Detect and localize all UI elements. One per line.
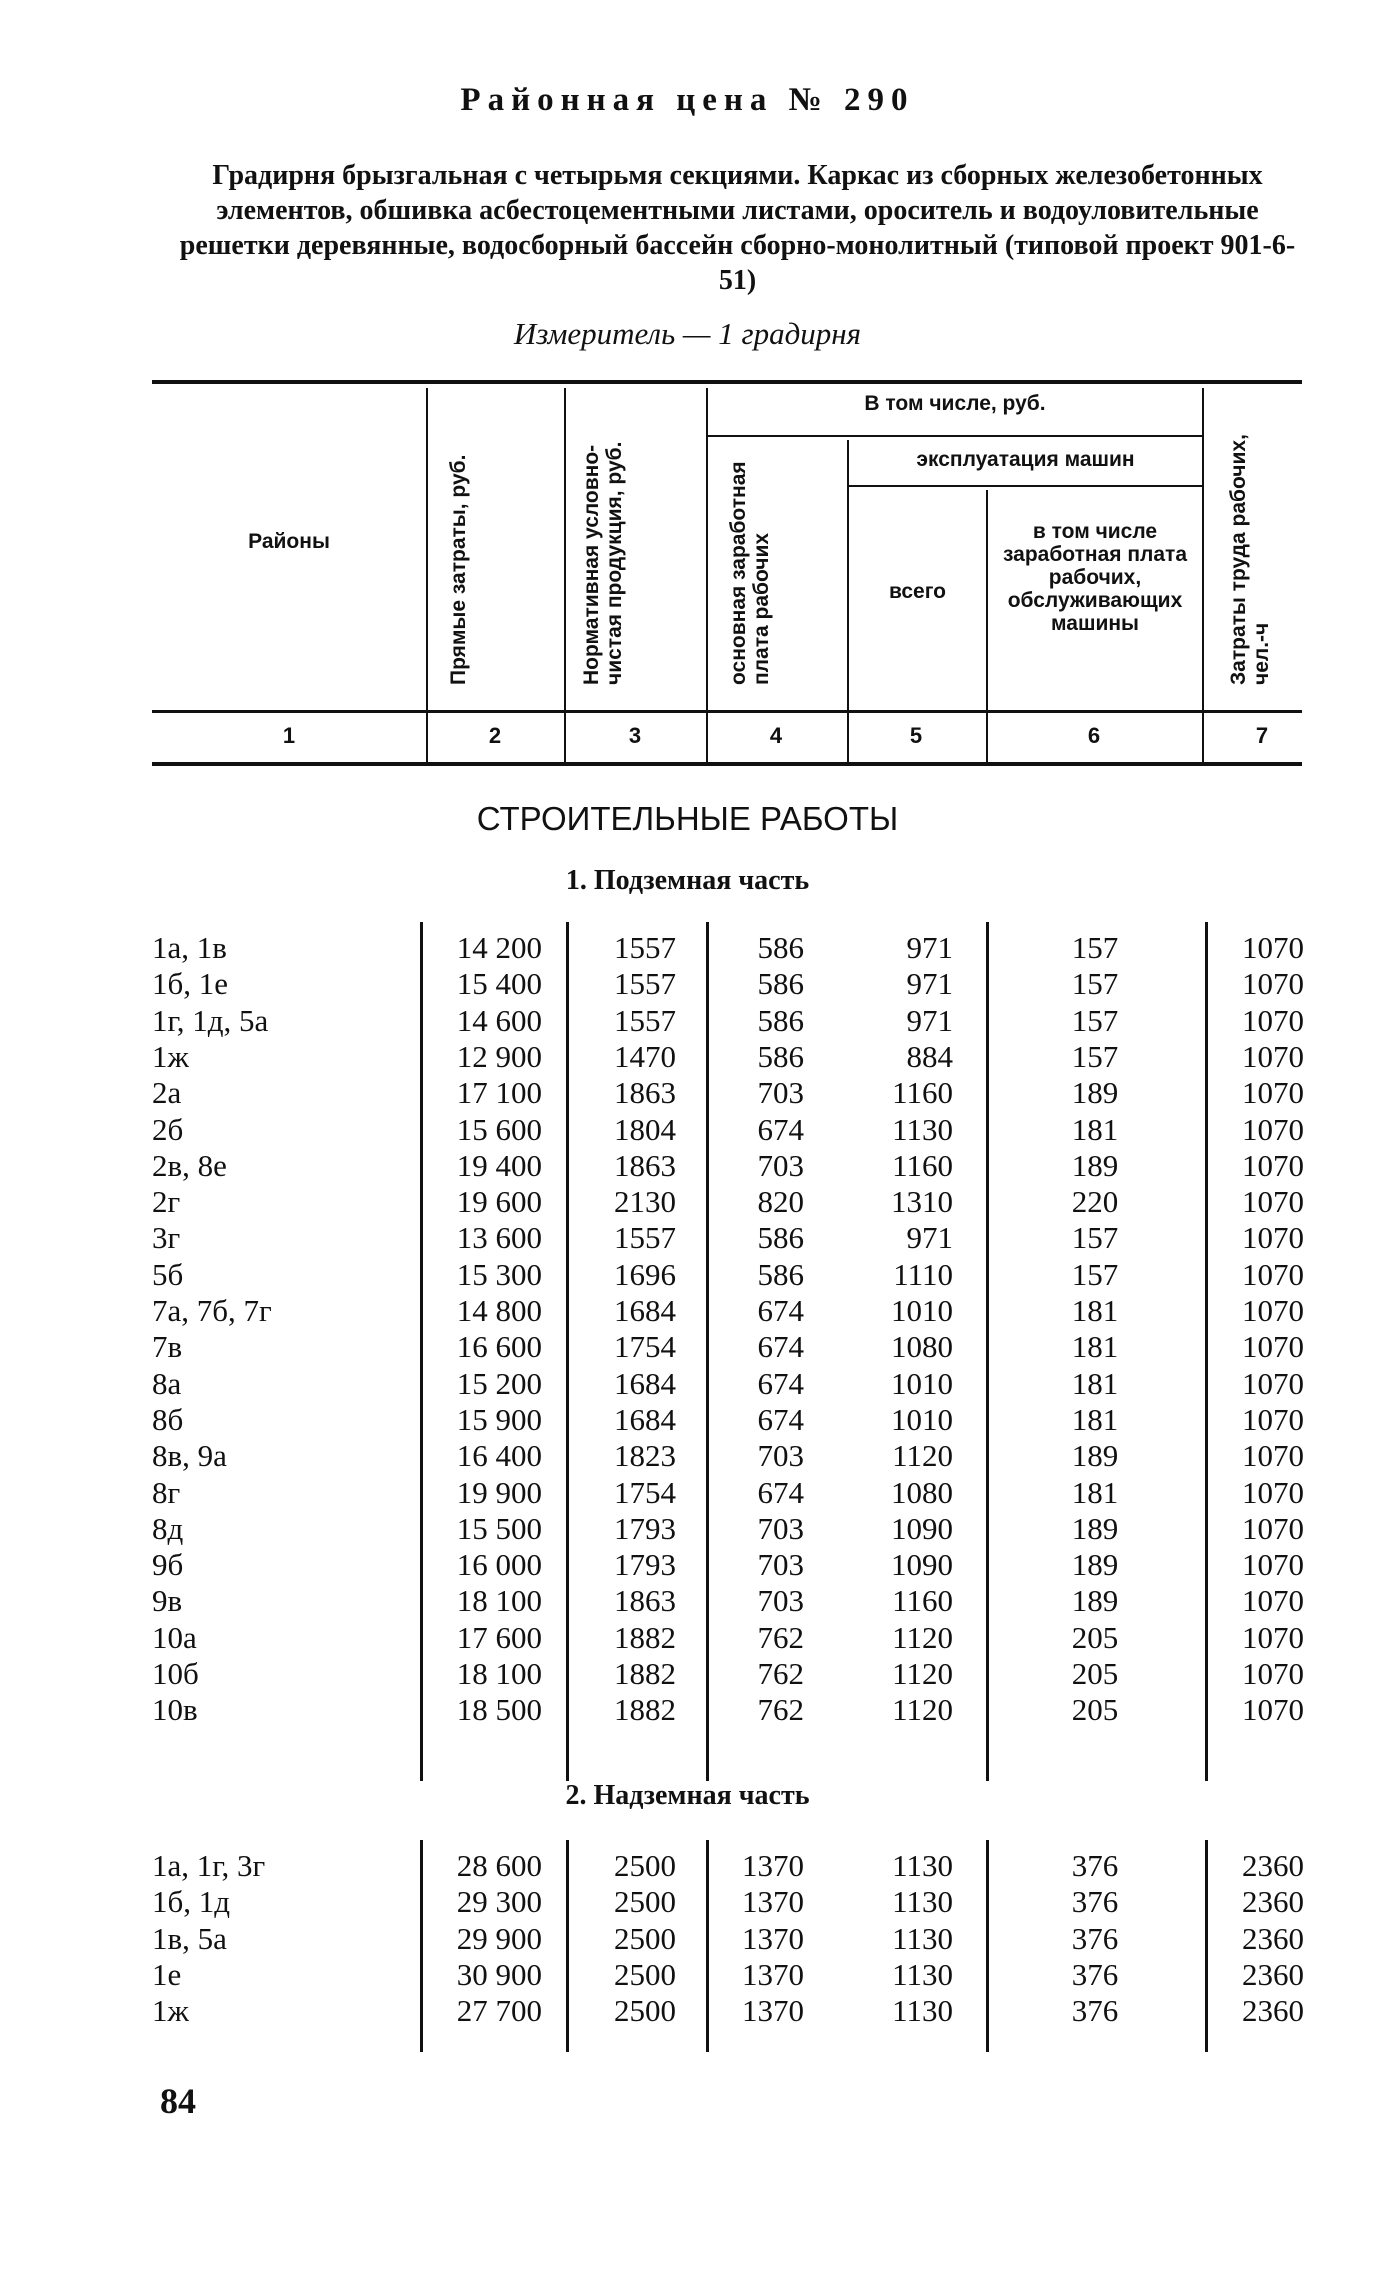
value-cell: 1160 [892, 1583, 953, 1619]
region-cell: 8д [152, 1510, 184, 1546]
table-row [0, 1003, 1375, 1039]
value-cell: 586 [757, 1038, 804, 1074]
region-cell: 3г [152, 1220, 181, 1256]
value-cell: 376 [1071, 1884, 1119, 1920]
value-cell: 28 600 [456, 1848, 542, 1883]
value-cell: 703 [757, 1583, 804, 1619]
region-cell: 1а, 1г, 3г [152, 1848, 266, 1883]
header-direct-costs: Прямые затраты, руб. [447, 454, 470, 685]
col-number: 2 [488, 723, 502, 748]
value-cell: 205 [1071, 1692, 1119, 1728]
value-cell: 18 500 [456, 1692, 542, 1728]
value-cell: 27 700 [456, 1993, 542, 2029]
table-row [0, 1220, 1375, 1256]
value-cell: 1010 [891, 1365, 953, 1401]
description: Градирня брызгальная с четырьмя секциями. Каркас из сборных железобетонных элементов, обшивка асбестоцементными листами, ороситель и водоуловительные решетки деревянные, водосборный бассейн сборно-монолитный (типовой проект 901-6-51) [179, 160, 1296, 296]
value-cell: 2130 [614, 1184, 676, 1220]
value-cell: 971 [906, 1220, 953, 1256]
value-cell: 181 [1071, 1401, 1119, 1437]
col-number: 4 [769, 723, 783, 748]
value-cell: 1120 [892, 1656, 953, 1691]
table-row [0, 1848, 1375, 1884]
region-cell: 9б [152, 1547, 184, 1583]
header-incl-group: В том числе, руб. [864, 392, 1046, 415]
value-cell: 1070 [1242, 1184, 1304, 1220]
value-cell: 14 600 [456, 1002, 542, 1038]
value-cell: 19 900 [456, 1474, 542, 1510]
col-number: 6 [1087, 723, 1101, 748]
column-divider [566, 922, 569, 1781]
table-row [0, 1184, 1375, 1220]
value-cell: 15 300 [456, 1256, 542, 1292]
value-cell: 1070 [1242, 966, 1304, 1002]
value-cell: 17 600 [456, 1619, 542, 1655]
value-cell: 1863 [614, 1147, 676, 1183]
value-cell: 674 [757, 1401, 804, 1437]
region-cell: 8г [152, 1474, 181, 1510]
value-cell: 2500 [614, 1848, 676, 1883]
value-cell: 181 [1071, 1365, 1119, 1401]
region-cell: 2б [152, 1111, 184, 1147]
region-cell: 10в [152, 1692, 198, 1728]
value-cell: 1080 [891, 1474, 953, 1510]
value-cell: 1070 [1242, 930, 1304, 965]
region-cell: 1б, 1д [152, 1884, 231, 1920]
value-cell: 1557 [614, 1220, 676, 1256]
value-cell: 13 600 [456, 1220, 542, 1256]
value-cell: 1130 [892, 1884, 953, 1920]
table-row [0, 1293, 1375, 1329]
value-cell: 1130 [892, 1956, 953, 1992]
value-cell: 376 [1071, 1956, 1119, 1992]
value-cell: 29 900 [456, 1920, 542, 1956]
value-cell: 1470 [614, 1038, 676, 1074]
header-machine-wage: в том числе заработная плата рабочих, обслуживающих машины [1002, 520, 1188, 635]
value-cell: 157 [1071, 966, 1119, 1002]
value-cell: 1557 [614, 930, 676, 965]
value-cell: 14 200 [456, 930, 542, 965]
value-cell: 157 [1071, 1256, 1119, 1292]
table-row [0, 1957, 1375, 1993]
value-cell: 1070 [1242, 1038, 1304, 1074]
value-cell: 15 400 [456, 966, 542, 1002]
value-cell: 586 [757, 930, 804, 965]
value-cell: 1754 [614, 1474, 676, 1510]
region-cell: 1ж [152, 1038, 189, 1074]
region-cell: 7в [152, 1329, 183, 1365]
column-divider [706, 922, 709, 1781]
value-cell: 189 [1071, 1583, 1119, 1619]
value-cell: 19 400 [456, 1147, 542, 1183]
value-cell: 2360 [1242, 1956, 1304, 1992]
value-cell: 1557 [614, 966, 676, 1002]
value-cell: 1160 [892, 1075, 953, 1111]
value-cell: 376 [1071, 1920, 1119, 1956]
table-row [0, 1692, 1375, 1728]
table-row [0, 1884, 1375, 1920]
value-cell: 1370 [742, 1956, 804, 1992]
value-cell: 1070 [1242, 1111, 1304, 1147]
column-divider [420, 922, 423, 1781]
value-cell: 1557 [614, 1002, 676, 1038]
value-cell: 674 [757, 1111, 804, 1147]
value-cell: 674 [757, 1293, 804, 1328]
value-cell: 1070 [1242, 1692, 1304, 1728]
value-cell: 157 [1071, 1220, 1119, 1256]
value-cell: 2360 [1242, 1848, 1304, 1883]
region-cell: 2в, 8е [152, 1147, 227, 1183]
value-cell: 2500 [614, 1956, 676, 1992]
value-cell: 1120 [892, 1438, 953, 1474]
value-cell: 15 500 [456, 1510, 542, 1546]
value-cell: 1882 [614, 1692, 676, 1728]
header-machine-total: всего [888, 580, 947, 603]
column-divider [566, 1840, 569, 2052]
value-cell: 14 800 [456, 1293, 542, 1328]
value-cell: 1882 [614, 1619, 676, 1655]
value-cell: 971 [906, 1002, 953, 1038]
value-cell: 1823 [614, 1438, 676, 1474]
value-cell: 1070 [1242, 1329, 1304, 1365]
value-cell: 1130 [892, 1111, 953, 1147]
region-cell: 1в, 5а [152, 1920, 227, 1956]
value-cell: 30 900 [456, 1956, 542, 1992]
value-cell: 1370 [742, 1993, 804, 2029]
table-row [0, 1620, 1375, 1656]
table-row [0, 1075, 1375, 1111]
table-row [0, 1329, 1375, 1365]
value-cell: 1863 [614, 1075, 676, 1111]
value-cell: 1070 [1242, 1510, 1304, 1546]
region-cell: 1г, 1д, 5а [152, 1002, 269, 1038]
table-row [0, 1438, 1375, 1474]
value-cell: 1110 [893, 1256, 953, 1292]
value-cell: 1070 [1242, 1075, 1304, 1111]
value-cell: 762 [757, 1619, 804, 1655]
page-title: Районная цена № 290 [460, 82, 915, 118]
col-number: 3 [628, 723, 642, 748]
value-cell: 1070 [1242, 1619, 1304, 1655]
value-cell: 189 [1071, 1147, 1119, 1183]
value-cell: 1793 [614, 1510, 676, 1546]
table-row [0, 1921, 1375, 1957]
column-divider [1205, 922, 1208, 1781]
page-number: 84 [160, 2081, 196, 2121]
section-title: СТРОИТЕЛЬНЫЕ РАБОТЫ [476, 800, 899, 837]
value-cell: 1070 [1242, 1474, 1304, 1510]
value-cell: 586 [757, 1002, 804, 1038]
value-cell: 2500 [614, 1993, 676, 2029]
value-cell: 586 [757, 966, 804, 1002]
table-row [0, 1511, 1375, 1547]
col-number: 5 [909, 723, 923, 748]
header-machine-group: эксплуатация машин [916, 448, 1135, 471]
value-cell: 2360 [1242, 1884, 1304, 1920]
value-cell: 18 100 [456, 1583, 542, 1619]
table-row [0, 1257, 1375, 1293]
value-cell: 1070 [1242, 1547, 1304, 1583]
value-cell: 157 [1071, 930, 1119, 965]
table-row [0, 1039, 1375, 1075]
table-header [152, 380, 1302, 760]
region-cell: 2г [152, 1184, 181, 1220]
value-cell: 181 [1071, 1111, 1119, 1147]
value-cell: 1070 [1242, 1401, 1304, 1437]
value-cell: 205 [1071, 1656, 1119, 1691]
column-divider [706, 1840, 709, 2052]
value-cell: 1370 [742, 1848, 804, 1883]
value-cell: 17 100 [456, 1075, 542, 1111]
table-row [0, 930, 1375, 966]
value-cell: 1010 [891, 1293, 953, 1328]
region-cell: 1а, 1в [152, 930, 227, 965]
value-cell: 1754 [614, 1329, 676, 1365]
value-cell: 703 [757, 1547, 804, 1583]
value-cell: 1120 [892, 1692, 953, 1728]
value-cell: 189 [1071, 1075, 1119, 1111]
value-cell: 220 [1071, 1184, 1119, 1220]
value-cell: 157 [1071, 1038, 1119, 1074]
value-cell: 586 [757, 1256, 804, 1292]
table-row [0, 1583, 1375, 1619]
value-cell: 189 [1071, 1438, 1119, 1474]
value-cell: 703 [757, 1147, 804, 1183]
measure-unit: Измеритель — 1 градирня [513, 316, 862, 351]
value-cell: 181 [1071, 1293, 1119, 1328]
value-cell: 820 [757, 1184, 804, 1220]
value-cell: 181 [1071, 1474, 1119, 1510]
value-cell: 884 [906, 1038, 953, 1074]
value-cell: 15 900 [456, 1401, 542, 1437]
region-cell: 10а [152, 1619, 197, 1655]
value-cell: 586 [757, 1220, 804, 1256]
value-cell: 2360 [1242, 1920, 1304, 1956]
header-labor: Затраты труда рабочих, чел.-ч [1227, 434, 1273, 685]
value-cell: 189 [1071, 1510, 1119, 1546]
value-cell: 1070 [1242, 1220, 1304, 1256]
region-cell: 8а [152, 1365, 182, 1401]
value-cell: 181 [1071, 1329, 1119, 1365]
column-divider [420, 1840, 423, 2052]
value-cell: 1130 [892, 1848, 953, 1883]
region-cell: 1ж [152, 1993, 189, 2029]
value-cell: 1684 [614, 1401, 676, 1437]
header-regions: Районы [248, 530, 330, 553]
value-cell: 29 300 [456, 1884, 542, 1920]
header-normative-output: Нормативная условно-чистая продукция, руб. [580, 441, 626, 685]
region-cell: 9в [152, 1583, 183, 1619]
region-cell: 1е [152, 1956, 182, 1992]
table-row [0, 1547, 1375, 1583]
part-title: 2. Надземная часть [565, 1780, 810, 1811]
value-cell: 1130 [892, 1920, 953, 1956]
value-cell: 16 400 [456, 1438, 542, 1474]
value-cell: 1684 [614, 1293, 676, 1328]
region-cell: 1б, 1е [152, 966, 229, 1002]
value-cell: 1070 [1242, 1147, 1304, 1183]
part-title: 1. Подземная часть [565, 865, 810, 896]
value-cell: 703 [757, 1075, 804, 1111]
value-cell: 1090 [891, 1510, 953, 1546]
table-row [0, 1475, 1375, 1511]
value-cell: 703 [757, 1438, 804, 1474]
header-base-wage: основная заработная плата рабочих [727, 461, 773, 685]
value-cell: 1370 [742, 1884, 804, 1920]
region-cell: 8б [152, 1401, 184, 1437]
column-divider [986, 922, 989, 1781]
value-cell: 1370 [742, 1920, 804, 1956]
value-cell: 376 [1071, 1848, 1119, 1883]
value-cell: 1863 [614, 1583, 676, 1619]
col-number: 1 [282, 723, 296, 748]
value-cell: 1882 [614, 1656, 676, 1691]
table-row [0, 1993, 1375, 2029]
value-cell: 1070 [1242, 1656, 1304, 1691]
value-cell: 16 600 [456, 1329, 542, 1365]
value-cell: 15 600 [456, 1111, 542, 1147]
value-cell: 762 [757, 1656, 804, 1691]
region-cell: 7а, 7б, 7г [152, 1293, 272, 1328]
value-cell: 2500 [614, 1884, 676, 1920]
value-cell: 12 900 [456, 1038, 542, 1074]
value-cell: 2360 [1242, 1993, 1304, 2029]
region-cell: 2а [152, 1075, 182, 1111]
value-cell: 1793 [614, 1547, 676, 1583]
value-cell: 674 [757, 1365, 804, 1401]
value-cell: 205 [1071, 1619, 1119, 1655]
value-cell: 19 600 [456, 1184, 542, 1220]
table-row [0, 1366, 1375, 1402]
value-cell: 1070 [1242, 1002, 1304, 1038]
value-cell: 971 [906, 966, 953, 1002]
col-number: 7 [1255, 723, 1269, 748]
value-cell: 18 100 [456, 1656, 542, 1691]
value-cell: 2500 [614, 1920, 676, 1956]
value-cell: 1070 [1242, 1438, 1304, 1474]
table-row [0, 966, 1375, 1002]
value-cell: 1130 [892, 1993, 953, 2029]
value-cell: 1804 [614, 1111, 676, 1147]
value-cell: 1160 [892, 1147, 953, 1183]
region-cell: 5б [152, 1256, 184, 1292]
value-cell: 971 [906, 930, 953, 965]
value-cell: 1070 [1242, 1293, 1304, 1328]
value-cell: 1010 [891, 1401, 953, 1437]
value-cell: 1080 [891, 1329, 953, 1365]
value-cell: 376 [1071, 1993, 1119, 2029]
value-cell: 157 [1071, 1002, 1119, 1038]
value-cell: 189 [1071, 1547, 1119, 1583]
value-cell: 1120 [892, 1619, 953, 1655]
value-cell: 1070 [1242, 1256, 1304, 1292]
table-row [0, 1402, 1375, 1438]
value-cell: 1696 [614, 1256, 676, 1292]
table-row [0, 1148, 1375, 1184]
value-cell: 1310 [891, 1184, 953, 1220]
value-cell: 15 200 [456, 1365, 542, 1401]
region-cell: 8в, 9а [152, 1438, 227, 1474]
table-row [0, 1656, 1375, 1692]
table-row [0, 1112, 1375, 1148]
column-divider [1205, 1840, 1208, 2052]
value-cell: 1684 [614, 1365, 676, 1401]
value-cell: 762 [757, 1692, 804, 1728]
column-divider [986, 1840, 989, 2052]
region-cell: 10б [152, 1656, 199, 1691]
value-cell: 1070 [1242, 1365, 1304, 1401]
value-cell: 703 [757, 1510, 804, 1546]
value-cell: 674 [757, 1329, 804, 1365]
value-cell: 1090 [891, 1547, 953, 1583]
value-cell: 16 000 [456, 1547, 542, 1583]
value-cell: 1070 [1242, 1583, 1304, 1619]
value-cell: 674 [757, 1474, 804, 1510]
